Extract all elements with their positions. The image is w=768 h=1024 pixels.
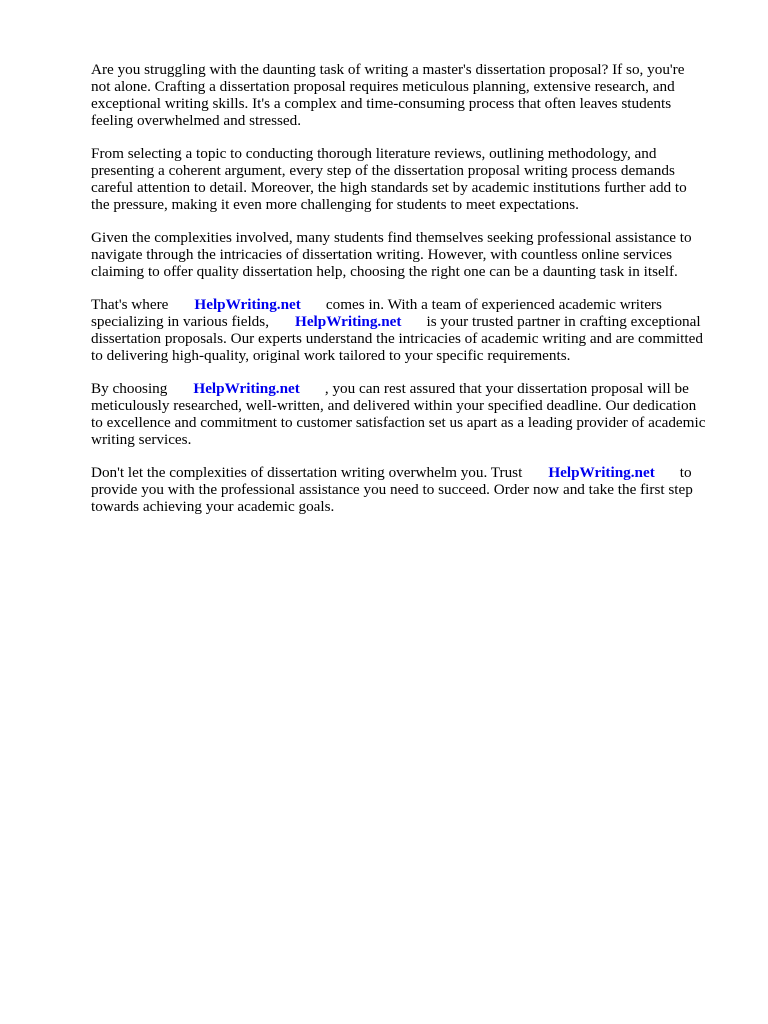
text-segment: comes in. With a team of experienced academic writers <box>325 296 662 313</box>
challenges-paragraph <box>91 145 723 213</box>
helpwriting-link[interactable]: HelpWriting.net <box>193 380 300 397</box>
text-line: navigate through the intricacies of dissertation writing. However, with countless online services <box>91 246 673 263</box>
text-segment: is your trusted partner in crafting exceptional <box>426 313 701 330</box>
intro-paragraph <box>91 61 723 129</box>
text-line: dissertation proposals. Our experts understand the intricacies of academic writing and are committed <box>91 330 703 347</box>
text-segment: , you can rest assured that your dissertation proposal will be <box>324 380 689 397</box>
text-line: Given the complexities involved, many students find themselves seeking professional assistance to <box>91 229 692 246</box>
service-paragraph <box>91 296 723 364</box>
text-line: provide you with the professional assistance you need to succeed. Order now and take the first step <box>91 481 693 498</box>
helpwriting-link[interactable]: HelpWriting.net <box>194 296 301 313</box>
text-line: careful attention to detail. Moreover, the high standards set by academic institutions further add to <box>91 179 687 196</box>
text-line: feeling overwhelmed and stressed. <box>91 112 302 129</box>
text-line <box>91 464 723 481</box>
call-to-action-paragraph <box>91 464 723 515</box>
document-body <box>91 61 723 531</box>
text-line <box>91 313 723 330</box>
text-line: towards achieving your academic goals. <box>91 498 335 515</box>
helpwriting-link[interactable]: HelpWriting.net <box>548 464 655 481</box>
text-line: claiming to offer quality dissertation help, choosing the right one can be a daunting task in itself. <box>91 263 678 280</box>
text-line: From selecting a topic to conducting thorough literature reviews, outlining methodology, and <box>91 145 657 162</box>
text-segment: to <box>679 464 692 481</box>
text-segment: That's where <box>91 296 169 313</box>
helpwriting-link[interactable]: HelpWriting.net <box>295 313 402 330</box>
benefits-paragraph <box>91 380 723 448</box>
text-segment: Don't let the complexities of dissertation writing overwhelm you. Trust <box>91 464 523 481</box>
text-segment: By choosing <box>91 380 168 397</box>
text-line: to excellence and commitment to customer satisfaction set us apart as a leading provider of academic <box>91 414 706 431</box>
text-line: exceptional writing skills. It's a complex and time-consuming process that often leaves students <box>91 95 672 112</box>
assistance-paragraph <box>91 229 723 280</box>
text-line: meticulously researched, well-written, and delivered within your specified deadline. Our dedication <box>91 397 697 414</box>
text-line: writing services. <box>91 431 192 448</box>
text-line: the pressure, making it even more challenging for students to meet expectations. <box>91 196 579 213</box>
text-line: not alone. Crafting a dissertation proposal requires meticulous planning, extensive research, and <box>91 78 675 95</box>
text-segment: specializing in various fields, <box>91 313 269 330</box>
text-line <box>91 380 723 397</box>
text-line: presenting a coherent argument, every step of the dissertation proposal writing process demands <box>91 162 675 179</box>
text-line: to delivering high-quality, original work tailored to your specific requirements. <box>91 347 571 364</box>
text-line: Are you struggling with the daunting task of writing a master's dissertation proposal? If so, you're <box>91 61 685 78</box>
text-line <box>91 296 723 313</box>
